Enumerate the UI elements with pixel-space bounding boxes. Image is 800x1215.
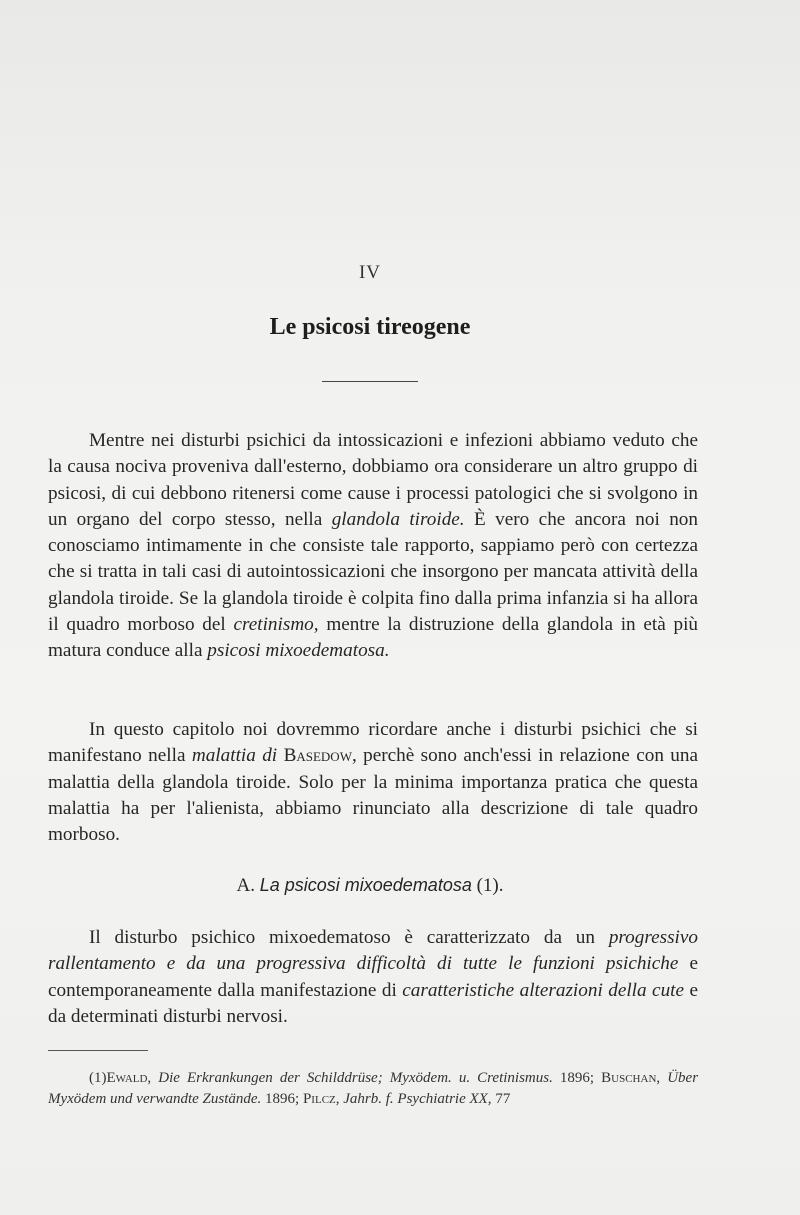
section-text-2: e contemporaneamente dalla manifestazione di	[48, 953, 698, 1001]
intro-emphasis-cretinism: cretinismo,	[233, 614, 319, 636]
chapter-number: IV	[358, 262, 382, 283]
footnote-author-ewald: Ewald,	[106, 1070, 152, 1086]
intro-text-1: Mentre nei disturbi psichici da intossicazioni e infezioni abbiamo veduto che la causa nociva proveniva dall'esterno, dobbiamo ora considerare un altro gruppo di psicosi, di cui debbono ritenersi come cause i processi patologici che si svolgono in un organo del corpo stesso, nella	[48, 430, 698, 530]
section-note-ref: (1).	[476, 875, 504, 896]
footnote-author-pilcz: Pilcz,	[302, 1091, 340, 1107]
intro-emphasis-thyroid: glandola tiroide.	[331, 508, 465, 530]
chapter-title: Le psicosi tireogene	[269, 314, 471, 340]
footnote-divider	[48, 1050, 148, 1051]
basedow-paragraph	[48, 717, 698, 848]
intro-emphasis-psychosis: psicosi mixoedematosa.	[207, 640, 390, 662]
footnote-year-ewald: 1896;	[552, 1070, 595, 1086]
intro-paragraph	[48, 428, 698, 665]
section-paragraph	[48, 925, 698, 1030]
intro-text-2: È vero che ancora noi non conosciamo intimamente in che consiste tale rapporto, sappiamo però con certezza che si tratta in tali casi di autointossicazioni che insorgono per mancata attività della glandola tiroide. Se la glandola tiroide è colpita fino dalla prima infanzia si ha allora il quadro morboso del	[48, 508, 698, 636]
section-text-1: Il disturbo psichico mixoedematoso è caratterizzato da un	[89, 927, 609, 948]
section-letter: A.	[236, 875, 255, 896]
basedow-name: Basedow	[283, 745, 352, 767]
footnote-work-buschan: Über Myxödem und verwandte Zustände.	[48, 1070, 699, 1107]
footnote-author-buschan: Buschan,	[601, 1070, 661, 1086]
basedow-text-2: , perchè sono anch'essi in relazione con una malattia della glandola tiroide. Solo per la minima importanza pratica che questa malattia ha per l'alienista, abbiamo rinunciato alla descrizione di tale quadro morboso.	[48, 745, 699, 846]
intro-text-3: mentre la distruzione della glandola in età più matura conduce alla	[48, 614, 698, 662]
section-heading	[0, 875, 740, 897]
footnote-marker: (1)	[89, 1070, 107, 1086]
footnote-page-pilcz: 77	[491, 1091, 511, 1107]
footnote-work-ewald: Die Erkrankungen der Schilddrüse; Myxödem. u. Cretinismus.	[158, 1070, 553, 1086]
section-emphasis-2: caratteristiche alterazioni della cute	[402, 979, 685, 1001]
basedow-text-1: In questo capitolo noi dovremmo ricordare anche i disturbi psichici che si manifestano nella	[48, 719, 698, 767]
basedow-emphasis: malattia di	[191, 745, 278, 767]
title-divider	[322, 381, 418, 382]
footnote-work-pilcz: Jahrb. f. Psychiatrie XX,	[343, 1091, 492, 1107]
section-emphasis-1: progressivo rallentamento e da una progressiva difficoltà di tutte le funzioni psichiche	[48, 927, 698, 975]
section-text-3: e da determinati disturbi nervosi.	[48, 979, 698, 1027]
footnote	[48, 1068, 698, 1110]
footnote-year-buschan: 1896;	[261, 1091, 303, 1107]
section-title: La psicosi mixoedematosa	[259, 875, 472, 895]
